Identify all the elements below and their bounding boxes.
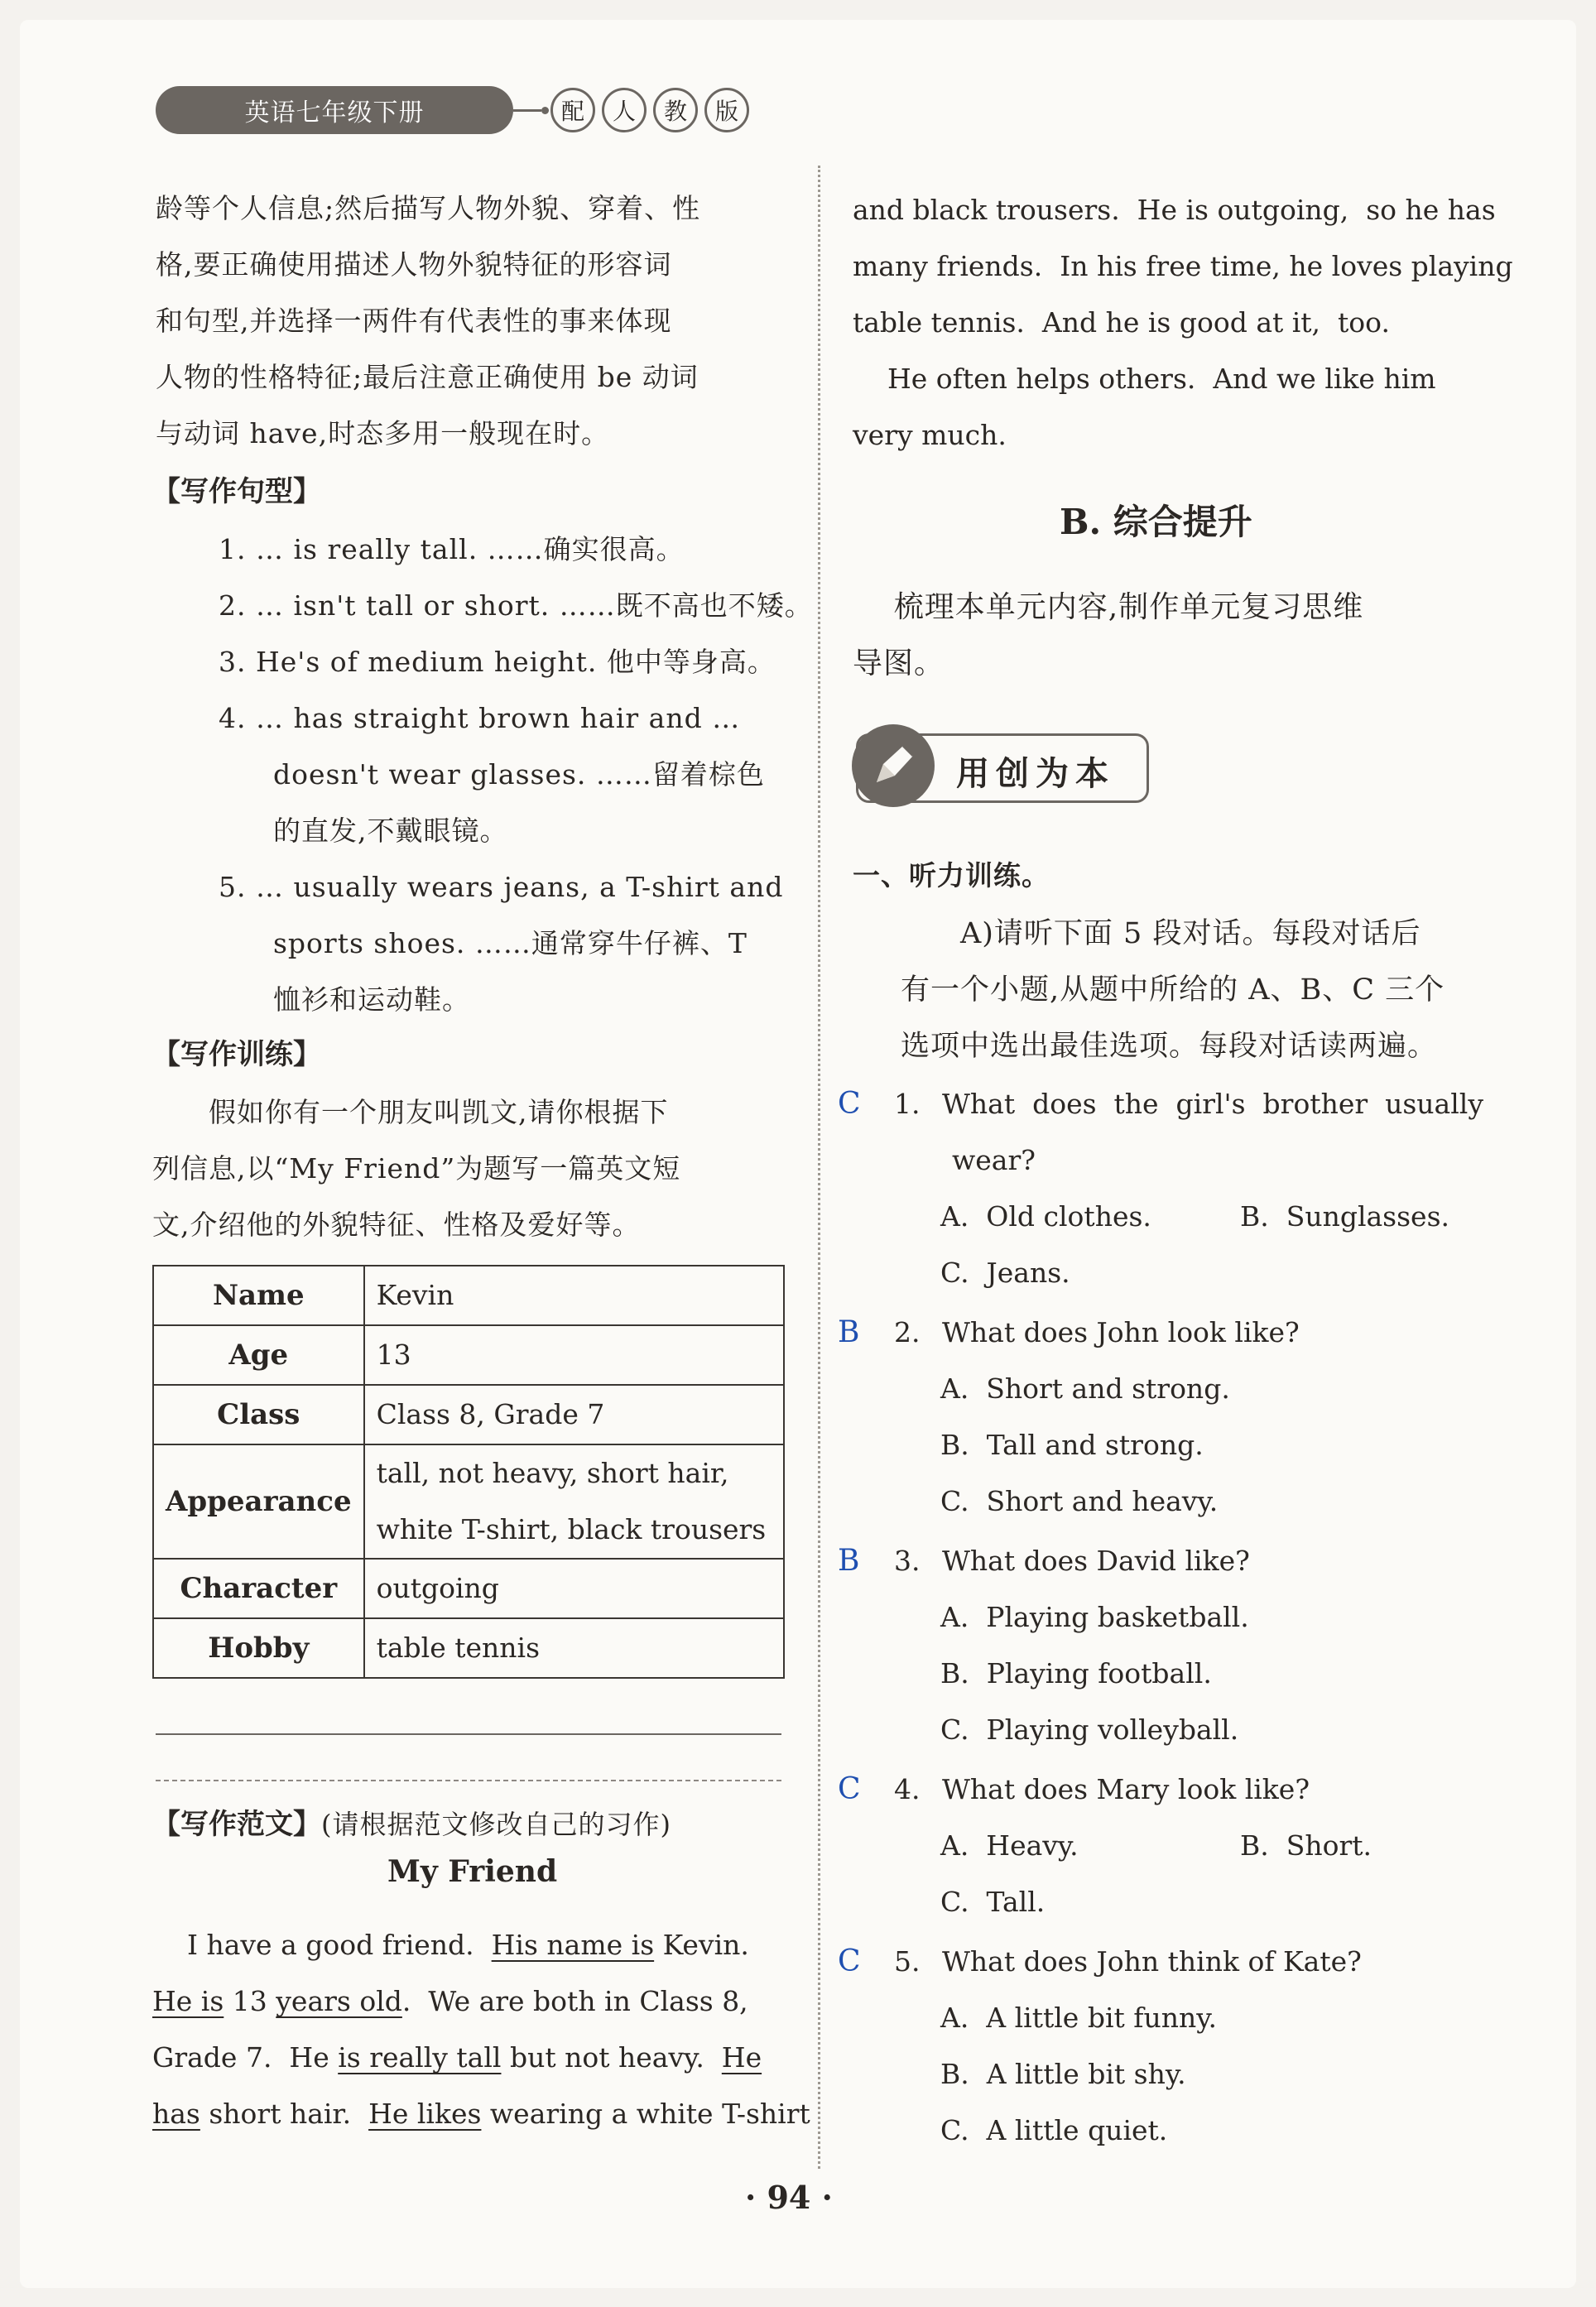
table-value-line: Kevin [376, 1279, 454, 1311]
sentence-pattern-line: doesn't wear glasses. ……留着棕色 [273, 758, 765, 791]
answer-option: C. Jeans. [940, 1257, 1070, 1289]
essay-text: I have a good friend. [152, 1929, 492, 1961]
essay-text: Grade 7. He [152, 2041, 339, 2074]
header-dot [541, 107, 549, 114]
header-connector [513, 109, 541, 112]
question-text: What does John think of Kate? [942, 1945, 1362, 1978]
sentence-pattern-line: 1. … is really tall. ……确实很高。 [219, 533, 685, 565]
answer-option: C. Playing volleyball. [940, 1713, 1239, 1746]
answer-option: A. Short and strong. [940, 1372, 1230, 1405]
table-row [153, 1385, 784, 1444]
question-text: What does Mary look like? [942, 1773, 1310, 1805]
header [156, 84, 756, 136]
sample-essay-line [152, 1917, 749, 1973]
table-row [153, 1444, 784, 1559]
badge-label: 用创为本 [956, 755, 1115, 793]
essay-text: . We are both in Class 8, [401, 1985, 748, 2017]
table-value-line: white T-shirt, black trousers [376, 1513, 767, 1545]
intro-line: 人物的性格特征;最后注意正确使用 be 动词 [156, 361, 699, 393]
underlined-phrase: years old [276, 1985, 402, 2017]
sample-essay-line [152, 1973, 748, 2030]
table-value-cell [364, 1444, 784, 1559]
answer-option: A. A little bit funny. [940, 2002, 1217, 2034]
table-key-cell: Age [153, 1325, 364, 1385]
sentence-pattern-line: 的直发,不戴眼镜。 [273, 815, 508, 847]
sample-title: My Friend [387, 1854, 558, 1889]
table-value-cell [364, 1266, 784, 1325]
table-value-line: tall, not heavy, short hair, [376, 1457, 729, 1489]
sample-essay-line: many friends. In his free time, he loves playing [853, 250, 1513, 282]
answer-mark: B [838, 1315, 860, 1349]
table-row [153, 1325, 784, 1385]
underlined-phrase: has [152, 2098, 200, 2130]
question-number: 1. [894, 1088, 921, 1120]
answer-mark: C [838, 1944, 861, 1978]
intro-line: 和句型,并选择一两件有代表性的事来体现 [156, 305, 672, 337]
edition-char: 教 [653, 88, 698, 132]
answer-option: A. Playing basketball. [940, 1601, 1249, 1633]
answer-option: A. Heavy. [940, 1829, 1079, 1862]
essay-text: Kevin. [654, 1929, 749, 1961]
answer-option: B. Short. [1240, 1829, 1372, 1862]
sample-heading: 【写作范文】 [152, 1808, 321, 1841]
answer-mark: B [838, 1544, 860, 1578]
listening-heading: 一、听力训练。 [853, 859, 1050, 892]
sample-essay-line: He often helps others. And we like him [853, 363, 1436, 395]
underlined-phrase: is really tall [338, 2041, 502, 2074]
edition-char: 版 [704, 88, 749, 132]
column-divider [818, 166, 820, 2169]
table-key-cell: Character [153, 1559, 364, 1618]
essay-text: wearing a white T-shirt [481, 2098, 810, 2130]
table-value-cell [364, 1325, 784, 1385]
section-badge [856, 733, 1149, 803]
listening-instruction-line: 选项中选出最佳选项。每段对话读两遍。 [901, 1030, 1438, 1063]
section-b-line: 导图。 [853, 646, 945, 680]
intro-line: 格,要正确使用描述人物外貌特征的形容词 [156, 248, 672, 281]
edition-char: 人 [602, 88, 647, 132]
sentence-pattern-line: 5. … usually wears jeans, a T-shirt and [219, 871, 784, 903]
question-number: 3. [894, 1545, 921, 1577]
section-b-line: 梳理本单元内容,制作单元复习思维 [853, 590, 1364, 624]
sample-essay-line [152, 2086, 810, 2142]
sample-heading-row [152, 1796, 671, 1853]
question-number: 4. [894, 1773, 921, 1805]
listening-instruction-line: 有一个小题,从题中所给的 A、B、C 三个 [901, 973, 1445, 1007]
sentence-pattern-line: sports shoes. ……通常穿牛仔裤、T [273, 927, 748, 959]
question-text: What does John look like? [942, 1316, 1300, 1348]
answer-option: C. A little quiet. [940, 2114, 1168, 2146]
question-text: wear? [952, 1144, 1036, 1176]
sentence-pattern-line: 4. … has straight brown hair and … [219, 702, 741, 734]
answer-line [156, 1733, 781, 1735]
question-text: What does the girl's brother usually [942, 1088, 1483, 1120]
essay-text: short hair. [200, 2098, 369, 2130]
edition-char: 配 [550, 88, 595, 132]
intro-line: 与动词 have,时态多用一般现在时。 [156, 417, 610, 449]
page-number: · 94 · [745, 2179, 833, 2216]
kevin-info-table [152, 1265, 785, 1679]
answer-option: C. Short and heavy. [940, 1485, 1219, 1517]
answer-line [156, 1780, 781, 1781]
answer-option: C. Tall. [940, 1886, 1046, 1918]
training-line: 文,介绍他的外貌特征、性格及爱好等。 [152, 1209, 641, 1241]
listening-instruction-line: A)请听下面 5 段对话。每段对话后 [960, 917, 1421, 950]
training-line: 列信息,以“My Friend”为题写一篇英文短 [152, 1152, 681, 1185]
table-key-cell: Appearance [153, 1444, 364, 1559]
sample-note: (请根据范文修改自己的习作) [321, 1809, 671, 1840]
sample-essay-line: table tennis. And he is good at it, too. [853, 306, 1390, 339]
underlined-phrase: He [721, 2041, 762, 2074]
intro-line: 龄等个人信息;然后描写人物外貌、穿着、性 [156, 192, 701, 224]
table-row [153, 1266, 784, 1325]
underlined-phrase: He is [152, 1985, 224, 2017]
table-value-cell [364, 1385, 784, 1444]
table-value-line: 13 [376, 1339, 411, 1371]
table-row [153, 1559, 784, 1618]
book-title: 英语七年级下册 [156, 86, 513, 134]
answer-option: B. A little bit shy. [940, 2058, 1186, 2090]
table-value-cell [364, 1618, 784, 1678]
essay-text: but not heavy. [501, 2041, 722, 2074]
sentence-patterns-heading: 【写作句型】 [152, 475, 321, 508]
underlined-phrase: His name is [491, 1929, 655, 1961]
sentence-pattern-line: 2. … isn't tall or short. ……既不高也不矮。 [219, 589, 813, 622]
writing-training-heading: 【写作训练】 [152, 1038, 321, 1071]
table-key-cell: Class [153, 1385, 364, 1444]
question-text: What does David like? [942, 1545, 1250, 1577]
table-row [153, 1618, 784, 1678]
table-value-line: table tennis [376, 1632, 541, 1664]
sentence-pattern-line: 3. He's of medium height. 他中等身高。 [219, 646, 776, 678]
table-key-cell: Name [153, 1266, 364, 1325]
table-value-line: Class 8, Grade 7 [376, 1398, 605, 1430]
training-line: 假如你有一个朋友叫凯文,请你根据下 [209, 1096, 669, 1128]
essay-text: 13 [224, 1985, 276, 2017]
answer-mark: C [838, 1772, 861, 1806]
answer-option: B. Playing football. [940, 1657, 1212, 1689]
sample-essay-line: and black trousers. He is outgoing, so he has [853, 194, 1496, 226]
sample-essay-line: very much. [853, 419, 1007, 451]
answer-mark: C [838, 1087, 861, 1121]
question-number: 2. [894, 1316, 921, 1348]
underlined-phrase: He likes [368, 2098, 482, 2130]
sample-essay-line [152, 2030, 762, 2086]
answer-option: B. Sunglasses. [1240, 1200, 1450, 1233]
table-value-cell [364, 1559, 784, 1618]
table-value-line: outgoing [376, 1572, 499, 1604]
question-number: 5. [894, 1945, 921, 1978]
sentence-pattern-line: 恤衫和运动鞋。 [273, 983, 470, 1016]
section-b-heading: B. 综合提升 [1060, 502, 1252, 542]
table-key-cell: Hobby [153, 1618, 364, 1678]
answer-option: B. Tall and strong. [940, 1429, 1204, 1461]
pencil-icon [852, 724, 935, 807]
answer-option: A. Old clothes. [940, 1200, 1151, 1233]
